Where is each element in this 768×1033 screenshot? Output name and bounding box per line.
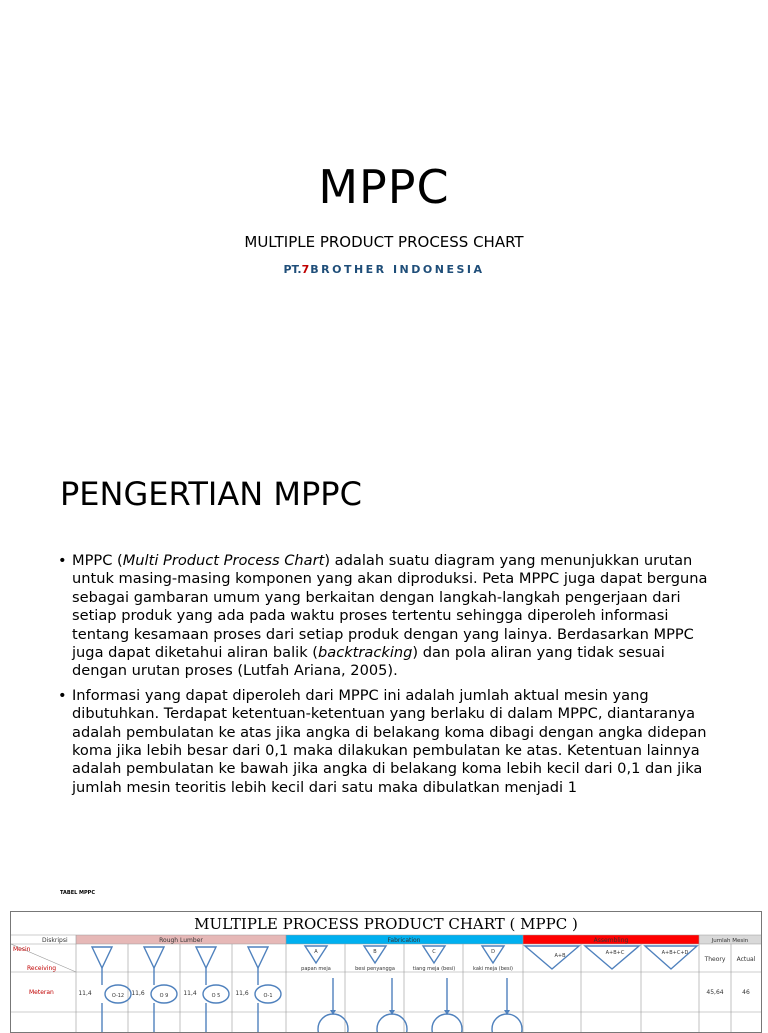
row-label-receiving: Receiving (27, 965, 57, 972)
receiving-triangle (248, 947, 268, 968)
receiving-triangle (144, 947, 164, 968)
fabrication-circle (432, 1014, 462, 1032)
header-assembling: Assembling (593, 937, 629, 944)
header-actual: Actual (736, 956, 756, 963)
machine-value: 11,4 (78, 990, 92, 997)
assembly-label: A+B+C (605, 950, 625, 956)
bullet-text: MPPC ( (72, 552, 123, 569)
part-name: kaki meja (besi) (473, 966, 513, 972)
machine-value: 11,6 (131, 990, 145, 997)
part-letter: A (314, 949, 318, 955)
fabrication-circle (492, 1014, 522, 1032)
machine-value: 11,4 (183, 990, 197, 997)
table-caption: TABEL MPPC (60, 890, 96, 896)
bullet-term: Multi Product Process Chart (122, 552, 325, 569)
company-label: BROTHER INDONESIA (310, 263, 485, 276)
bullet-text: ) dan pola aliran yang tidak sesuai dengan urutan proses (Lutfah Ariana, 2005). (72, 644, 665, 680)
company-prefix: PT. (283, 263, 302, 276)
fabrication-circle (318, 1014, 348, 1032)
bullet-item-rules (58, 687, 708, 797)
header-diskripsi: Diskripsi (42, 937, 68, 944)
part-letter: B (373, 949, 377, 955)
operation-label: O-1 (263, 993, 273, 999)
slide-subtitle: MULTIPLE PRODUCT PROCESS CHART (244, 233, 524, 251)
receiving-triangle (196, 947, 216, 968)
company-number: 7 (301, 263, 311, 276)
bullet-term: backtracking (318, 644, 413, 662)
assembly-label: A+B (554, 953, 566, 959)
assembly-triangle-ab (525, 946, 579, 969)
assembly-label: A+B+C+D (661, 950, 689, 956)
receiving-triangle (92, 947, 112, 968)
machine-value: 11,6 (235, 990, 249, 997)
header-theory: Theory (704, 956, 726, 963)
theory-value: 45,64 (706, 989, 724, 996)
part-name: besi penyangga (355, 966, 395, 972)
row-label-meteran: Meteran (29, 989, 54, 996)
part-letter: D (491, 949, 495, 955)
header-jumlah-mesin: Jumlah Mesin (711, 938, 749, 944)
bullet-list (58, 552, 708, 803)
section-heading: PENGERTIAN MPPC (60, 475, 362, 513)
bullet-text: ) adalah suatu diagram yang menunjukkan urutan untuk masing-masing komponen yang akan diproduksi. Peta MPPC juga dapat berguna sebagai gambaran umum yang berkaitan dengan langkah-langkah pengerjaan dari setiap produk yang ada pada waktu proses tertentu sehingga diperoleh informasi tentang kesamaan proses dari setiap produk dengan yang lainya. Berdasarkan MPPC juga dapat diketahui aliran balik ( (72, 552, 708, 662)
fabrication-circle (377, 1014, 407, 1032)
slide-title: MPPC (318, 160, 450, 214)
operation-label: O 5 (211, 993, 221, 999)
mppc-grid (11, 912, 761, 1032)
bullet-text: Informasi yang dapat diperoleh dari MPPC ini adalah jumlah aktual mesin yang dibutuhkan. Terdapat ketentuan-ketentuan yang berlaku di dalam MPPC, diantaranya adalah pembulatan ke atas jika angka di belakang koma dibagi dengan angka didepan koma jika lebih besar dari 0,1 maka dilakukan pembulatan ke atas. Ketentuan lainnya adalah pembulatan ke bawah jika angka di belakang koma lebih kecil dari 0,1 dan jika jumlah mesin teoritis lebih kecil dari satu maka dibulatkan menjadi 1 (72, 686, 707, 796)
header-fabrication: Fabrication (387, 937, 421, 944)
company-name (0, 263, 768, 276)
table-title: MULTIPLE PROCESS PRODUCT CHART ( MPPC ) (194, 915, 578, 933)
part-name: papan meja (301, 966, 331, 972)
header-rough-lumber: Rough Lumber (159, 937, 203, 944)
header-mesin: Mesin (13, 946, 31, 953)
bullet-item-definition (58, 552, 708, 681)
part-name: tiang meja (besi) (412, 966, 456, 972)
operation-label: O 9 (159, 993, 169, 999)
mppc-table (10, 911, 762, 1033)
part-letter: C (432, 949, 436, 955)
actual-value: 46 (742, 989, 750, 996)
operation-label: O-12 (111, 993, 125, 999)
